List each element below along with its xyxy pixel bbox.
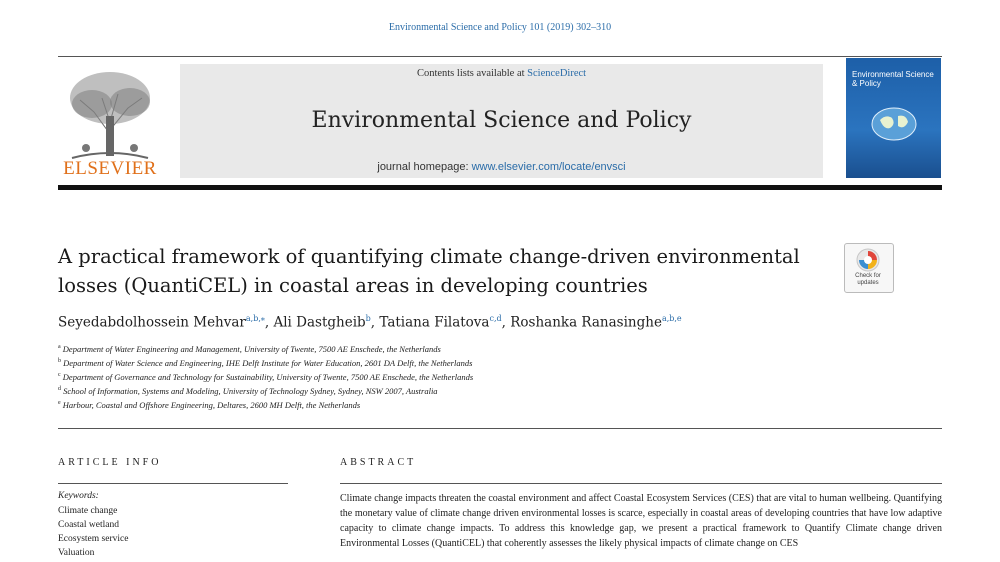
article-info-rule [58,483,288,484]
journal-homepage [180,161,823,173]
contents-line [180,68,823,79]
affiliation-text: School of Information, Systems and Modeling, University of Technology Sydney, Sydney, NSW 2007, Australia [63,386,438,396]
author-name[interactable]: Seyedabdolhossein Mehvar [58,314,246,331]
check-updates-label: Check for updates [855,273,881,286]
journal-title: Environmental Science and Policy [311,108,692,133]
keyword: Ecosystem service [58,534,129,544]
abstract-rule [340,483,942,484]
affiliation-key: e [58,400,61,407]
homepage-prefix: journal homepage: [377,161,472,173]
keyword: Valuation [58,548,95,558]
affiliation-text: Department of Governance and Technology for Sustainability, University of Twente, 7500 AE Enschede, the Netherlands [62,372,474,382]
article-info-heading: ARTICLE INFO [58,457,162,468]
affiliation-text: Harbour, Coastal and Offshore Engineering, Deltares, 2600 MH Delft, the Netherlands [62,400,361,410]
abstract-body: Climate change impacts threaten the coastal environment and affect Coastal Ecosystem Services (CES) that are vital to human wellbeing. Quantifying the monetary value of climate change driven environmental losses is scarce, especially in coastal areas of developing countries that have low adaptive capacity to climate change impacts. To address this knowledge gap, we present a practical framework to Quantify Climate change driven Environmental Losses (QuantiCEL) that coherently assesses the likely physical impacts of climate change on CES [340,493,942,549]
cover-globe-graphic [868,104,920,144]
author-name[interactable]: Tatiana Filatova [379,314,490,331]
keyword: Coastal wetland [58,520,119,530]
affiliation [58,386,938,396]
cover-title: Environmental Science & Policy [852,70,934,88]
header-bottom-rule [58,185,942,190]
author-name[interactable]: Roshanka Ranasinghe [510,314,662,331]
contents-prefix: Contents lists available at [416,68,528,79]
author-affiliation-marker[interactable]: c,d [489,314,502,323]
homepage-link[interactable]: www.elsevier.com/locate/envsci [471,161,626,173]
keywords-label: Keywords: [58,491,99,501]
author-list [58,314,938,331]
affiliation-key: a [58,344,61,351]
affiliation [58,358,938,368]
check-updates-icon [855,247,881,273]
author-name[interactable]: Ali Dastgheib [273,314,366,331]
header-top-rule [58,56,942,57]
affiliation [58,372,938,382]
affiliation [58,344,938,354]
author-affiliation-marker[interactable]: a,b,⁎ [245,314,265,323]
affiliation-key: c [58,372,61,379]
article-title: A practical framework of quantifying climate change-driven environmental losses (QuantiCEL) in coastal areas in developing countries [58,245,800,297]
author-separator: , [370,314,380,331]
abstract-heading: ABSTRACT [340,457,417,468]
affiliation-text: Department of Water Science and Engineering, IHE Delft Institute for Water Education, 2601 DA Delft, the Netherlands [63,358,473,368]
author-affiliation-marker[interactable]: a,b,e [661,314,682,323]
journal-reference[interactable]: Environmental Science and Policy 101 (2019) 302–310 [388,22,612,33]
keyword: Climate change [58,506,118,516]
affiliation-key: d [58,386,61,393]
affiliation-text: Department of Water Engineering and Management, University of Twente, 7500 AE Enschede, the Netherlands [62,344,441,354]
section-divider [58,428,942,429]
author-separator: , [501,314,511,331]
author-separator: , [264,314,274,331]
sciencedirect-link[interactable]: ScienceDirect [527,68,587,79]
publisher-name: ELSEVIER [63,158,157,179]
affiliation-key: b [58,358,61,365]
affiliation [58,400,938,410]
author-affiliation-marker[interactable]: b [365,314,371,323]
